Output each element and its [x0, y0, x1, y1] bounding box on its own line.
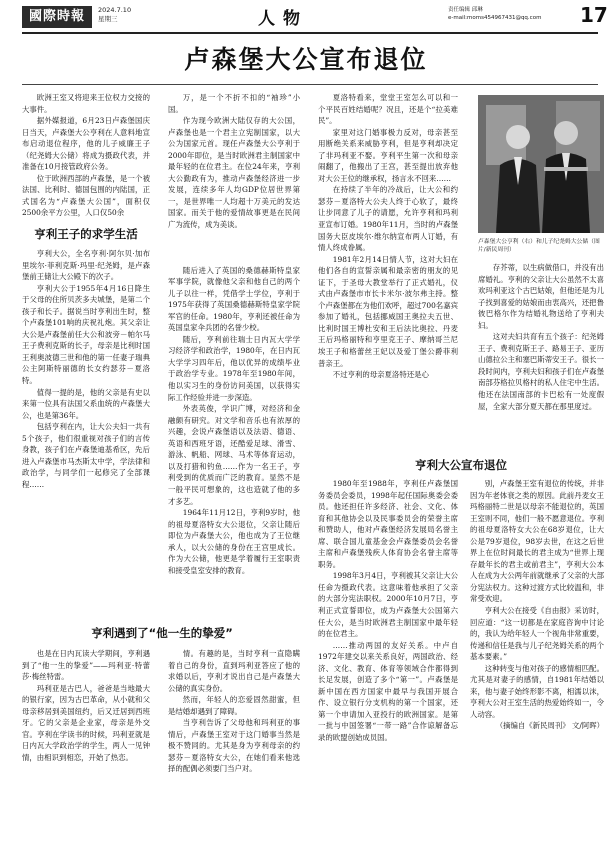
section3-column-b	[470, 478, 604, 732]
section-heading-love: 亨利遇到了“他一生的挚爱”	[91, 626, 233, 640]
paragraph: 当亨利告诉了父母他和玛利亚的事情后，卢森堡王室对于这门婚事当然是极不赞同的。尤其是身为亨利母亲的约瑟芬－夏洛特女大公，在她们看来他选择的配偶必须要门当户对。	[168, 718, 300, 774]
section2-column-a	[22, 648, 150, 763]
paragraph: 在持续了半年的冷战后，让大公和约瑟芬－夏洛特大公夫人终于心软了，最终让步同意了儿子的请愿，允许亨利和玛利亚宣布订婚。1980年11月，当时的卢森堡国务大臣皮埃尔·维尔纳宣布两人订婚，有情人终成眷属。	[318, 185, 458, 253]
issue-date	[98, 6, 131, 24]
photo-caption: 卢森堡大公亨利（右）和儿子纪尧姆大公储（图片/新民周刊）	[478, 239, 600, 253]
section-name: 人物	[258, 9, 308, 29]
column-2	[168, 92, 300, 576]
paragraph: 不过亨利的母亲夏洛特还是心	[332, 370, 429, 380]
paragraph: 1998年3月4日，亨利被其父亲让大公任命为摄政代表。这意味着他承担了父亲的大部分宪法职权。2000年10月7日，亨利正式宣誓即位，成为卢森堡大公国第六任大公，是当时欧洲君主制国家中最年轻的在位君主。	[318, 571, 458, 639]
header-divider	[22, 32, 598, 34]
issue-weekday: 星期三	[98, 15, 118, 23]
paragraph: 据外媒报道，6月23日卢森堡国庆日当天，卢森堡大公亨利在人意料地宣布启动退位程序，他的儿子威廉王子（纪尧姆大公储）将成为摄政代表，并准备在10月接管政府公务。	[22, 116, 150, 172]
article-signature: （摘编自《新民周刊》 文/阿晖）	[495, 721, 604, 731]
paragraph: 欧洲王室又将迎来王位权力交接的大事件。	[22, 93, 150, 114]
column-4	[478, 262, 604, 412]
page-number: 17	[580, 3, 608, 27]
paragraph: 随后，亨利前往瑞士日内瓦大学学习经济学和政治学，1980年，在日内瓦大学学习四年后，他以优异的成绩毕业于政治学专业。1978年至1980年间，他以实习生的身份访问美国，以获得实际工作经验并进一步深造。	[168, 334, 300, 402]
paragraph: 这种转变与他对孩子的感情相匹配。尤其是对妻子的感情，自1981年结婚以来，他与妻子始终形影不离，相濡以沫，亨利大公对王室生活的热爱始终如一，令人动容。	[470, 663, 604, 719]
paragraph: 亨利大公在接受《自由报》采访时，回应道：“这一切都是在家庭咨询中讨论的，我认为给年轻人一个视角非常重要，传递和信任是我与儿子纪尧姆关系的两个基本要素。”	[470, 606, 604, 662]
article-photo	[478, 95, 604, 233]
column-3	[318, 92, 458, 381]
editor-name: 责任编辑 邱琳	[448, 7, 483, 13]
paragraph: 别，卢森堡王室有退位的传统，并非因为年老体衰之类的原因。此前丹麦女王玛格丽特二世是以母亲不能退位的，英国王室则不同，他们一般不愿意退位。亨利的祖母夏洛特女大公在68岁退位，让大公是79岁退位，98岁去世，在这之后世界上在位时间最长的君主成为“世界上现存最年长的君主或前君主”，亨利大公本人在成为大公两年前就继承了父亲的大部分宪法权力。这种过渡方式比较温和，非常受欢迎。	[470, 479, 604, 604]
paragraph: 家里对这门婚事极力反对，母亲甚至用断绝关系来威胁亨利，但是亨利却决定了非玛利亚不娶。亨利平生第一次和母亲闹翻了，他搬出了王宫，甚至提出放弃他对大公王位的继承权，扬言永不回来……	[318, 127, 458, 183]
paragraph: 亨利大公于1955年4月16日降生于父母的住所贝茨多夫城堡，是第二个孩子和长子。据说当时亨利出生时，整个卢森堡101响的庆祝礼炮。其父亲让大公是卢森堡前任大公和波旁－帕尔马王子费利克斯的长子，母亲是比利时国王利奥波德三世和他的第一任妻子瑞典公主阿斯特丽德的长女约瑟芬－夏洛特。	[22, 283, 150, 386]
paragraph: 外表英俊，学识广博，对经济和金融颇有研究。对文学和音乐也有浓厚的兴趣，会说卢森堡语以及法语、德语、英语和西班牙语，还酷爱足球、滑雪、游泳、帆船、网球、马术等体育运动，以及打猎和钓鱼……作为一名王子，亨利受到的优质而广泛的教育。显然不是一般平民可想象的，这也造就了他的多才多艺。	[168, 404, 300, 506]
editor-info	[448, 6, 541, 22]
paragraph: 包括亨利在内，让大公夫妇一共有5个孩子，他们很重视对孩子们的言传身教，孩子们在卢森堡迪基希区，先后进入卢森堡市马杰斯太中学，学法律和政治学，与同学们一起修完了全部课程……	[22, 422, 150, 489]
photo-illustration	[478, 95, 604, 233]
title-divider	[22, 84, 598, 85]
paragraph: 情。有趣的是，当时亨利一直隐瞒着自己的身份，直到玛利亚答应了他的求婚以后，亨利才说出自己是卢森堡大公储的真实身份。	[168, 649, 300, 693]
paragraph: 玛利亚是古巴人，爸爸是当地最大的银行家，因为古巴革命，从小就和父母亲移居到美国纽约，后又迁居到西班牙。它的父亲是企业家，母亲是外交官。亨利在学读书的时候，玛利亚就是日内瓦大学政治学的学生，两人一见钟情，由相识到相恋，开始了热恋。	[22, 683, 150, 762]
paragraph: 夏洛特看来，堂堂王室怎么可以和一个平民百姓结婚呢？况且，还是个“拉美难民”。	[318, 93, 458, 126]
masthead-logo: 國際時報	[22, 6, 92, 28]
section3-column-a	[318, 478, 458, 744]
paragraph: ……推动两国的友好关系。中卢自1972年建交以来关系良好，两国政治、经济、文化、教育、体育等领域合作都得到长足发展，创造了多个“第一”。卢森堡是新中国在西方国家中最早与我国开展合作、设立银行分支机构的第一个国家，还第一个申请加入亚投行的欧洲国家。是第一批与中国签署“一带一路”合作谅解备忘录的欧盟创始成员国。	[318, 640, 458, 743]
section-heading-abdication: 亨利大公宣布退位	[415, 458, 507, 472]
article-title: 卢森堡大公宣布退位	[184, 45, 428, 74]
paragraph: 万，是一个不折不扣的“袖珍”小国。	[168, 93, 300, 114]
paragraph: 1964年11月12日，亨利9岁时，他的祖母夏洛特女大公退位，父亲让随后即位为卢森堡大公，他也成为了王位继承人，以大公储的身份在王宫里成长。作为大公储，他更是学着履行王室职责和接受皇室安排的教育。	[168, 508, 300, 575]
paragraph: 值得一提的是，他的父亲是有史以来第一位具有法国父系血统的卢森堡大公，也是第36年。	[22, 387, 150, 420]
issue-date-value: 2024.7.10	[98, 6, 132, 14]
paragraph: 1981年2月14日情人节，这对大妇在他们各自的宣誓亲属和最亲密的朋友的见证下，于圣母大教堂举行了正式婚礼，仪式由卢森堡市市长卡米尔·波尔弗主持。整个卢森堡都在为他们欢呼，超过700名嘉宾参加了婚礼，包括挪威国王奥拉夫五世、比利时国王博杜安和王后法比奥拉、丹麦王后玛格丽特和亨里克王子、摩纳哥兰尼埃王子和格蕾丝王妃以及爱丁堡公爵菲利普亲王。	[318, 254, 458, 368]
paragraph: 亨利大公，全名亨利·阿尔贝·加布里埃尔·菲利克斯·玛里·纪尧姆，是卢森堡前王储让大公殿下的次子。	[22, 249, 150, 282]
paragraph: 位于欧洲西部的卢森堡，是一个被法国、比利时、德国包围的内陆国，正式国名为“卢森堡大公国”，面积仅2500余平方公里，人口仅50余	[22, 173, 150, 218]
paragraph: 作为现今欧洲大陆仅存的大公国，卢森堡也是一个君主立宪制国家，以大公为国家元首。现任卢森堡大公亨利于2000年即位，是当时欧洲君主制国家中最年轻的在位君主。在位24年来，亨利大公勤政有为，推动卢森堡经济进一步发展，连续多年人均GDP位居世界第一，是世界唯一人均超十万美元的发达国家。而关于他的爱情故事更是在民间广为流传，成为美谈。	[168, 116, 300, 230]
column-1	[22, 92, 150, 491]
editor-email: e-mail:moms454967431@qq.com	[448, 15, 542, 21]
paragraph: 也是在日内瓦读大学期间，亨利遇到了“他一生的挚爱”——玛利亚·特蕾莎·梅丝特雷。	[22, 649, 150, 682]
paragraph: 存芥蒂，以生病做借口，并没有出席婚礼。亨利的父亲让大公虽然不太喜欢玛利亚这个古巴姑娘，但他还是为儿子找到喜爱的姑娘而由衷高兴，还把鲁彼巴格尔作为结婚礼物送给了亨利夫妇。	[478, 263, 604, 330]
paragraph: 然而，年轻人的恋爱固然甜蜜，但是结婚却遇到了障碍。	[168, 695, 300, 716]
section-heading-study: 亨利王子的求学生活	[34, 227, 138, 242]
paragraph: 随后进入了英国的桑德赫斯特皇家军事学院，就像他父亲和他自己的两个儿子以往一样，凭借学士学位，亨利于1975年获得了英国桑德赫斯特皇家学院军官的任命。1980年，亨利还被任命为英国皇家伞兵团的名誉少校。	[168, 265, 300, 333]
paragraph: 1980年至1988年，亨利任卢森堡国务委员会委员，1998年起任国际奥委会委员。他还担任许多经济、社会、文化、体育和其他协会以及民事委员会的荣誉主席和赞助人，他对卢森堡经济发展局名誉主席、联合国儿童基金会卢森堡委员会名誉主席和卢森堡残疾人体育协会名誉主席等职务。	[318, 479, 458, 569]
section2-column-b	[168, 648, 300, 775]
paragraph: 这对夫妇共育有五个孩子：纪尧姆王子、费利克斯王子、路易王子、亚历山德拉公主和塞巴斯蒂安王子。很长一段时间内，亨利夫妇和孩子们在卢森堡南部芬格拉贝格村的私人住宅中生活。他还在法国南部的卡巴松有一处度假屋，全家大部分夏天都在那里度过。	[478, 332, 604, 411]
